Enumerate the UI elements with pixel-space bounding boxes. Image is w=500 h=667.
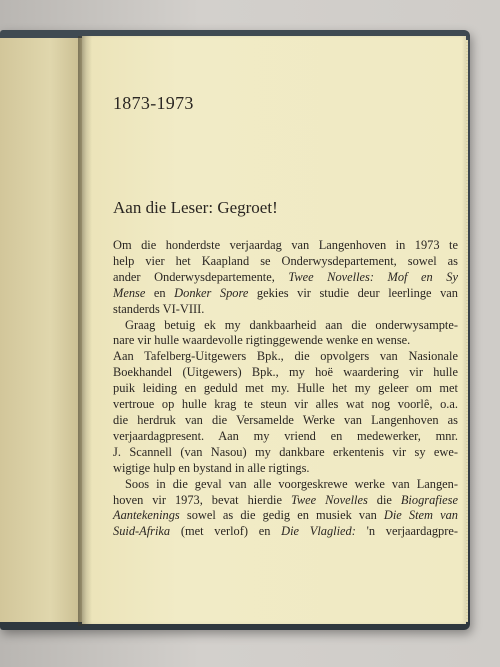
text-line: Aantekenings sowel as die gedig en musiek van Die Stem van (113, 508, 458, 523)
text-line: verjaardagpresent. Aan my vriend en medewerker, mnr. (113, 428, 458, 443)
text-line: Suid-Afrika (met verlof) en Die Vlaglied: 'n verjaardagpre- (113, 524, 458, 539)
book-gutter (78, 36, 92, 626)
text-line: hoven vir 1973, bevat hierdie Twee Novelles die Biografiese (113, 492, 458, 507)
text-line: J. Scannell (van Nasou) my dankbare erkentenis vir sy ewe- (113, 444, 458, 459)
left-page-edge (0, 38, 84, 622)
text-line: Soos in die geval van alle voorgeskrewe werke van Langen- (125, 476, 458, 491)
text-line: Boekhandel (Uitgewers) Bpk., my hoë waardering vir hulle (113, 365, 458, 380)
year-range: 1873-1973 (113, 93, 194, 113)
text-line: die herdruk van die Versamelde Werke van Langenhoven as (113, 412, 458, 427)
text-line: vertroue op hulle krag te steun vir alles wat nog voorlê, o.a. (113, 397, 458, 412)
text-line: Graag betuig ek my dankbaarheid aan die onderwysampte- (125, 317, 458, 332)
page-heading: Aan die Leser: Gegroet! (113, 198, 278, 217)
text-line: nare vir hulle waardevolle rigtinggewende wenke en wense. (113, 333, 411, 348)
text-line: standerds VI-VIII. (113, 301, 205, 316)
body-text (113, 238, 458, 540)
text-line: Mense en Donker Spore gekies vir studie deur leerlinge van (113, 285, 458, 300)
text-line: Om die honderdste verjaardag van Langenhoven in 1973 te (113, 238, 458, 252)
text-line: puik leiding en geduld met my. Hulle het my geleer om met (113, 381, 458, 396)
text-line: help vier het Kaapland se Onderwysdepartement, sowel as (113, 253, 458, 268)
text-line: ander Onderwysdepartemente, Twee Novelles: Mof en Sy (113, 269, 458, 284)
text-line: Aan Tafelberg-Uitgewers Bpk., die opvolgers van Nasionale (113, 349, 458, 364)
text-line: wigtige hulp en bystand in alle rigtings. (113, 460, 310, 475)
